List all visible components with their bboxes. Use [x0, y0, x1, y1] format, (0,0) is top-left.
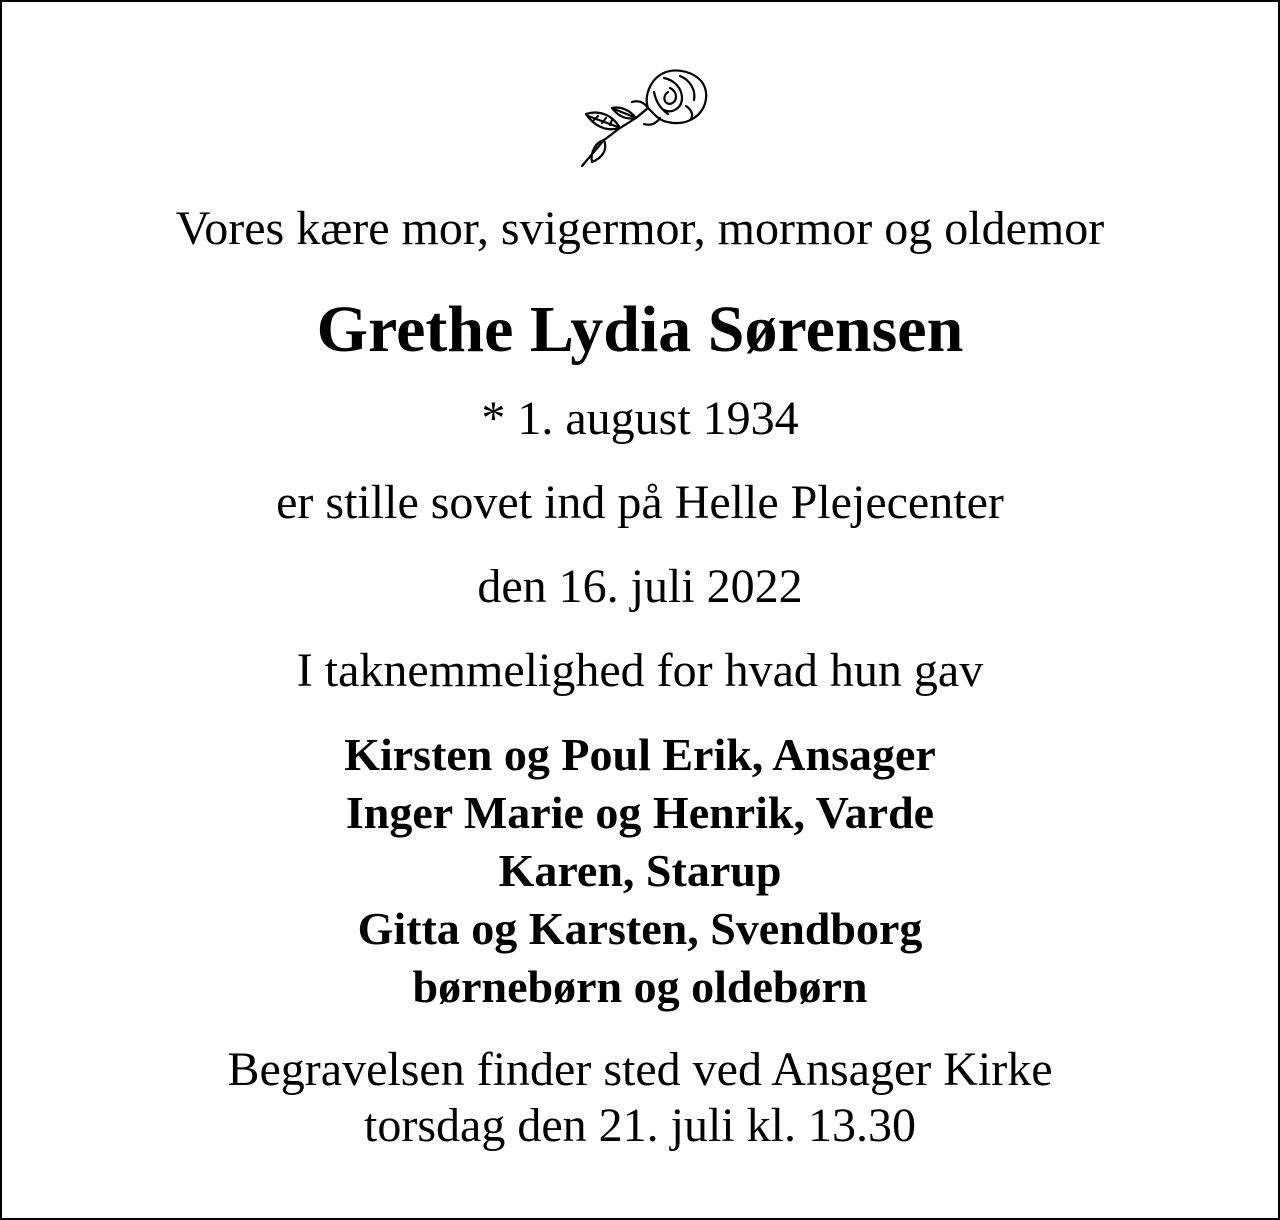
family-member: Karen, Starup: [498, 845, 782, 896]
funeral-info: [2, 1042, 1278, 1154]
family-member: Kirsten og Poul Erik, Ansager: [344, 729, 936, 780]
family-member: Gitta og Karsten, Svendborg: [357, 903, 923, 954]
birth-date: * 1. august 1934: [481, 392, 799, 445]
death-date: den 16. juli 2022: [477, 560, 803, 613]
family-member: børnebørn og oldebørn: [412, 961, 868, 1012]
family-list: [2, 726, 1278, 1016]
funeral-time: torsdag den 21. juli kl. 13.30: [364, 1099, 916, 1152]
thanks-text: I taknemmelighed for hvad hun gav: [296, 644, 984, 697]
rose-icon: [574, 62, 714, 174]
funeral-location: Begravelsen finder sted ved Ansager Kirke: [227, 1043, 1053, 1096]
deceased-name: Grethe Lydia Sørensen: [316, 293, 964, 366]
intro-text: Vores kære mor, svigermor, mormor og oldemor: [175, 202, 1105, 255]
death-place-text: er stille sovet ind på Helle Plejecenter: [276, 476, 1004, 529]
family-member: Inger Marie og Henrik, Varde: [345, 787, 935, 838]
